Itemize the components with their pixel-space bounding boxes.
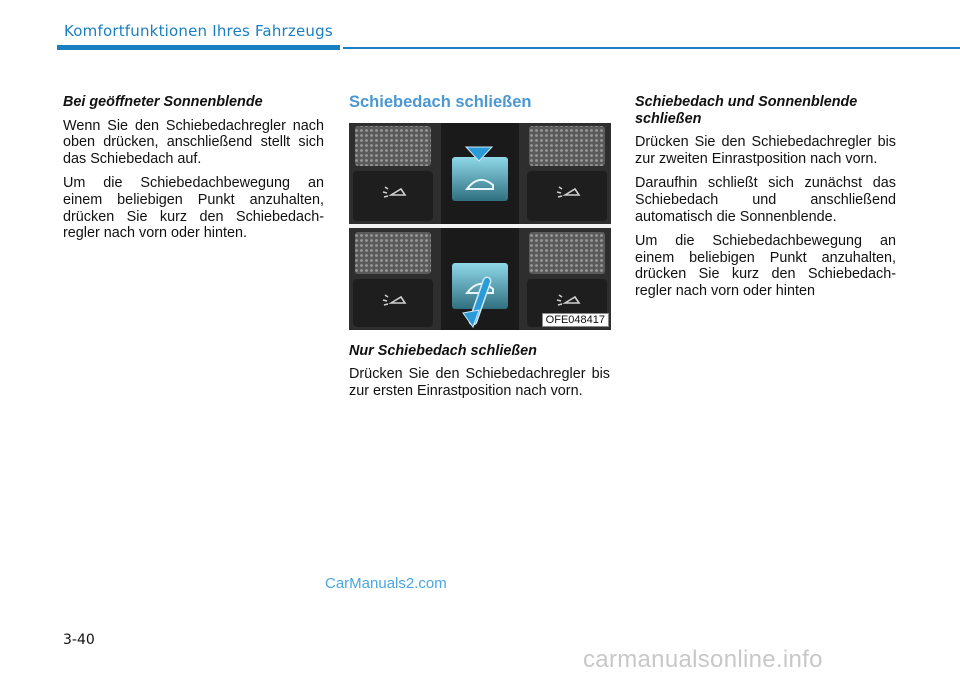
header-rule-left <box>57 45 340 50</box>
heading-close-sunroof-and-sunshade: Schiebedach und Sonnenblende schließen <box>635 94 858 127</box>
figure-code: OFE048417 <box>542 313 609 327</box>
column-2 <box>349 94 610 407</box>
paragraph: Drücken Sie den Schiebedachregler bis zur ersten Einrastposition nach vorn. <box>349 366 610 399</box>
site-watermark: carmanualsonline.info <box>583 646 823 673</box>
section-title: Komfortfunktionen Ihres Fahrzeugs <box>64 22 333 40</box>
sunroof-switch-illustration <box>349 123 611 330</box>
paragraph: Um die Schiebedachbewegung an einem beliebigen Punkt anzuhalten, drücken Sie kurz den Schiebedach-regler nach vorn oder hinten. <box>63 175 324 242</box>
paragraph: Daraufhin schließt sich zunächst das Schiebedach und anschließend automatisch die Sonnenblende. <box>635 175 896 225</box>
column-3 <box>635 94 896 308</box>
header-rule-right <box>343 47 960 49</box>
section-heading-close-sunroof: Schiebedach schließen <box>349 93 532 111</box>
paragraph: Um die Schiebedachbewegung an einem beliebigen Punkt anzuhalten, drücken Sie kurz den Schiebedach-regler nach vorn oder hinten <box>635 233 896 299</box>
page-number: 3-40 <box>63 632 95 648</box>
subheading-close-sunroof-only: Nur Schiebedach schließen <box>349 342 537 359</box>
sunroof-control-figure <box>349 123 611 330</box>
heading-open-sunshade: Bei geöffneter Sonnenblende <box>63 94 263 110</box>
paragraph: Wenn Sie den Schiebedachregler nach oben drücken, anschließend stellt sich das Schiebedach auf. <box>63 117 324 167</box>
paragraph: Drücken Sie den Schiebedachregler bis zur zweiten Einrastposition nach vorn. <box>635 134 896 167</box>
brand-watermark: CarManuals2.com <box>325 575 447 592</box>
column-1 <box>63 94 324 250</box>
